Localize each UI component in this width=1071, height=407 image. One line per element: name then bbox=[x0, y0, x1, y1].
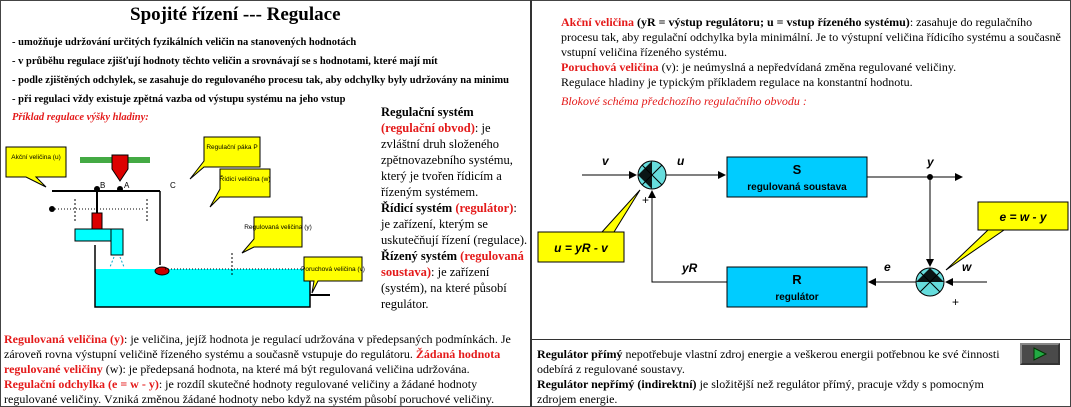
callout-akcni bbox=[6, 147, 66, 187]
tank-diagram bbox=[0, 125, 380, 325]
def-regulacni-odchylka: : je rozdíl skutečné hodnoty regulované veličiny a žádané hodnoty regulované veličiny. Vzniká změnou žádané hodnoty nebo když na systém působí poruchové veličiny. bbox=[4, 377, 495, 406]
term-regulovana-soustava: (regulovaná soustava) bbox=[381, 249, 524, 279]
block-diagram bbox=[532, 140, 1070, 336]
plus-1: + bbox=[642, 193, 650, 207]
def-regulacni-system: : je zvláštní druh složeného zpětnovazebního systému, který je tvořen řídicím a řízeným systémem. bbox=[381, 121, 513, 199]
svg-text:Regulovaná veličina (y): Regulovaná veličina (y) bbox=[244, 224, 312, 231]
callout-ridici bbox=[210, 169, 270, 207]
term-poruchova-velicina: Poruchová veličina bbox=[561, 60, 659, 74]
system-description bbox=[381, 104, 529, 312]
def-akcni-velicina: : zasahuje do regulačního procesu tak, aby regulační odchylka byla minimální. Je to výstupní veličina řídicího systému a současně vstupní veličina řízeného systému. bbox=[561, 15, 1061, 59]
eq-u: u = yR - v bbox=[554, 241, 608, 255]
eq-e: e = w - y bbox=[999, 210, 1047, 224]
svg-text:Regulační páka P: Regulační páka P bbox=[206, 144, 258, 151]
definitions-left bbox=[4, 332, 526, 407]
def-regulator-neprimy: je složitější než regulátor přímý, pracuje vždy s pomocným zdrojem energie. bbox=[537, 377, 984, 406]
svg-text:Akční veličina (u): Akční veličina (u) bbox=[11, 154, 61, 161]
bottom-right-divider bbox=[530, 339, 1071, 340]
label-y: y bbox=[927, 155, 934, 169]
block-diagram-heading: Blokové schéma předchozího regulačního obvodu : bbox=[561, 94, 807, 108]
def-poruchova-velicina: (v): je neúmyslná a nepředvídaná změna regulované veličiny. bbox=[658, 60, 957, 74]
block-r-title: R bbox=[792, 272, 802, 287]
term-zadana-hodnota: Žádaná hodnota regulované veličiny bbox=[4, 347, 501, 376]
block-r-sub: regulátor bbox=[775, 292, 819, 303]
def-regulator-primy: nepotřebuje vlastní zdroj energie a veškerou energii potřebnou ke své činnosti odebírá z regulované soustavy. bbox=[537, 347, 1000, 376]
block-s-title: S bbox=[792, 162, 802, 177]
term-rizeny-system: Řízený systém bbox=[381, 249, 458, 263]
label-b: B bbox=[100, 181, 106, 190]
callout-regulovana bbox=[242, 217, 312, 253]
bullet-4: - při regulaci vždy existuje zpětná vazba od výstupu systému na jeho vstup bbox=[12, 94, 346, 105]
term-ridici-system: Řídicí systém bbox=[381, 201, 453, 215]
svg-text:Řídicí veličina (w): Řídicí veličina (w) bbox=[219, 176, 271, 183]
water-stream bbox=[110, 257, 114, 267]
term-regulator: (regulátor) bbox=[455, 201, 514, 215]
label-a: A bbox=[124, 181, 130, 190]
bullet-1: - umožňuje udržování určitých fyzikálních veličin na stanovených hodnotách bbox=[12, 37, 357, 48]
label-e: e bbox=[884, 260, 891, 274]
term-regulacni-obvod: (regulační obvod) bbox=[381, 121, 475, 135]
page-title: Spojité řízení --- Regulace bbox=[130, 4, 341, 25]
example-heading: Příklad regulace výšky hladiny: bbox=[12, 112, 149, 123]
label-u: u bbox=[677, 154, 685, 168]
term-regulovana-velicina: Regulovaná veličina (y) bbox=[4, 332, 124, 346]
term-regulacni-odchylka: Regulační odchylka (e = w - y) bbox=[4, 377, 159, 391]
inlet-pipe-down bbox=[111, 229, 123, 255]
valve bbox=[92, 213, 102, 229]
next-button[interactable] bbox=[1020, 343, 1060, 365]
def-rizeny-system: : je zařízení (systém), na které působí regulátor. bbox=[381, 265, 507, 311]
akcni-paren: (yR = výstup regulátoru; u = vstup řízeného systému) bbox=[634, 15, 910, 29]
hladina-note: Regulace hladiny je typickým příkladem regulace na konstantní hodnotu. bbox=[561, 75, 913, 89]
definitions-right bbox=[561, 15, 1061, 109]
regulator-types bbox=[537, 347, 1012, 407]
label-v: v bbox=[602, 154, 609, 168]
def-regulovana-velicina: : je veličina, jejíž hodnota je regulací udržována v předepsaných podmínkách. Je zároveň rovna výstupní veličině řízeného systému a současně vstupuje do regulátoru. bbox=[4, 332, 511, 361]
bullet-3: - podle zjištěných odchylek, se zasahuje do regulovaného procesu tak, aby odchylky byly udržovány na minimu bbox=[12, 75, 509, 86]
label-yR: yR bbox=[682, 261, 698, 275]
water-stream-2 bbox=[120, 257, 124, 267]
pivot-A bbox=[117, 186, 123, 192]
def-ridici-system: : je zařízení, kterým se uskutečňují řízení (regulace). bbox=[381, 201, 528, 247]
plus-2: + bbox=[952, 295, 960, 309]
term-regulacni-system: Regulační systém bbox=[381, 105, 474, 119]
term-regulator-primy: Regulátor přímý bbox=[537, 347, 623, 361]
def-zadana-hodnota: (w): je předepsaná hodnota, na které má být regulovaná veličina udržována. bbox=[102, 362, 470, 376]
term-regulator-neprimy: Regulátor nepřímý (indirektní) bbox=[537, 377, 697, 391]
term-akcni-velicina: Akční veličina bbox=[561, 15, 635, 29]
callout-eq-u bbox=[538, 190, 640, 262]
bullet-2: - v průběhu regulace zjišťují hodnoty těchto veličin a srovnávají se s hodnotami, které mají mít bbox=[12, 56, 438, 67]
svg-text:Poruchová veličina (v): Poruchová veličina (v) bbox=[301, 266, 365, 273]
play-arrow-icon bbox=[1032, 347, 1048, 361]
float bbox=[155, 267, 169, 275]
label-c: C bbox=[170, 181, 176, 190]
label-w: w bbox=[962, 260, 972, 274]
block-s-sub: regulovaná soustava bbox=[747, 182, 847, 193]
setpoint-mechanism bbox=[112, 155, 128, 181]
tank-water bbox=[95, 269, 310, 307]
